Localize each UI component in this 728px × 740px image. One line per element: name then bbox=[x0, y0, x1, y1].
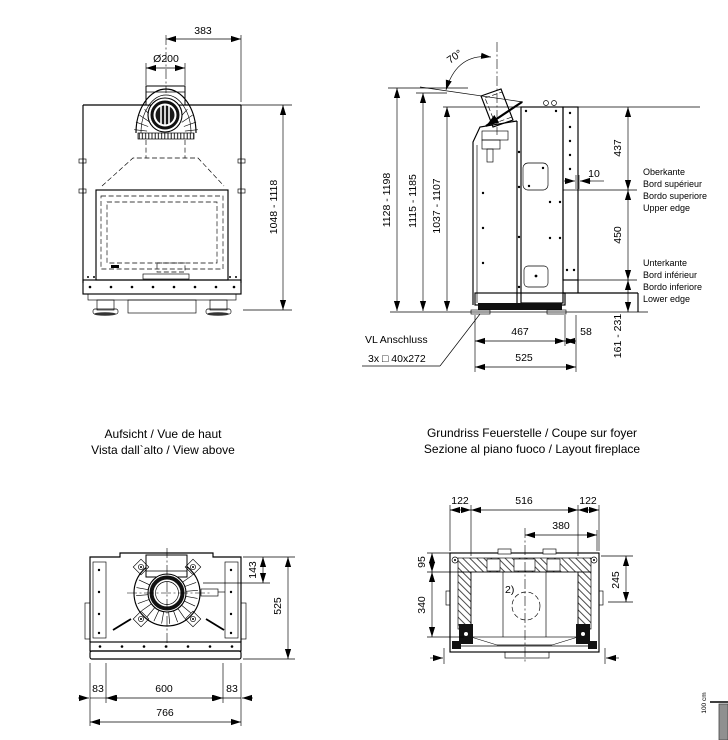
dim-flue-offset: 143 bbox=[247, 561, 259, 579]
dim-gap-10: 10 bbox=[588, 168, 600, 180]
captions bbox=[91, 426, 640, 457]
base-bolts bbox=[87, 276, 237, 288]
dim-front-95: 95 bbox=[416, 556, 428, 568]
top-view-caption-line2: Vista dall`alto / View above bbox=[91, 443, 235, 457]
upper-edge-en: Upper edge bbox=[643, 203, 691, 213]
lower-edge-en: Lower edge bbox=[643, 294, 691, 304]
top-view bbox=[78, 548, 295, 726]
scale-bar-rect bbox=[719, 704, 728, 740]
dim-height-max: 1128 - 1198 bbox=[381, 172, 393, 228]
dim-flue-diameter: Ø200 bbox=[153, 53, 179, 65]
side-bolts bbox=[482, 110, 575, 288]
vl-note-line2: 3x □ 40x272 bbox=[368, 353, 426, 365]
dim-total-width: 766 bbox=[156, 707, 174, 719]
layout-caption-line1: Grundriss Feuerstelle / Coupe sur foyer bbox=[426, 426, 638, 440]
dim-margin-left: 83 bbox=[92, 683, 104, 695]
dim-door-angle: 70° bbox=[444, 47, 465, 67]
upper-edge-fr: Bord supérieur bbox=[643, 179, 703, 189]
dim-layout-center: 516 bbox=[515, 495, 533, 507]
upper-edge-de: Oberkante bbox=[643, 167, 686, 177]
layout-note: 2) bbox=[505, 584, 515, 596]
lower-edge-label bbox=[643, 258, 702, 304]
dim-top-437: 437 bbox=[612, 139, 624, 157]
lower-edge-fr: Bord inférieur bbox=[643, 270, 698, 280]
dim-front-width: 383 bbox=[194, 25, 212, 37]
dim-layout-left: 122 bbox=[451, 495, 469, 507]
layout-view bbox=[416, 495, 633, 664]
scale-bar-label: 100 cm bbox=[701, 692, 708, 714]
top-view-caption-line1: Aufsicht / Vue de haut bbox=[104, 427, 222, 441]
upper-edge-it: Bordo superiore bbox=[643, 191, 708, 201]
dim-layout-right: 122 bbox=[579, 495, 597, 507]
dim-margin-right: 83 bbox=[226, 683, 238, 695]
dim-depth-467: 467 bbox=[511, 326, 529, 338]
vl-note-line1: VL Anschluss bbox=[365, 334, 428, 346]
dim-height-body: 1037 - 1107 bbox=[431, 178, 443, 234]
front-band-bolts bbox=[99, 645, 234, 648]
dim-top-depth: 525 bbox=[272, 597, 284, 615]
side-view bbox=[362, 42, 707, 372]
dim-opening-380: 380 bbox=[552, 520, 570, 532]
front-view bbox=[79, 25, 292, 316]
dim-depth-58: 58 bbox=[580, 326, 592, 338]
upper-edge-label bbox=[643, 167, 707, 213]
dim-flue-245: 245 bbox=[610, 571, 622, 589]
dim-depth-525: 525 bbox=[515, 352, 533, 364]
dim-front-height: 1048 - 1118 bbox=[268, 179, 280, 235]
layout-caption-line2: Sezione al piano fuoco / Layout fireplace bbox=[423, 442, 641, 456]
scale-bar bbox=[701, 692, 728, 740]
lower-edge-de: Unterkante bbox=[643, 258, 688, 268]
dim-lower-range: 161 - 231 bbox=[612, 313, 624, 359]
dim-chamber-340: 340 bbox=[416, 596, 428, 614]
lower-edge-it: Bordo inferiore bbox=[643, 282, 703, 292]
dim-height-open: 1115 - 1185 bbox=[407, 174, 419, 228]
dim-center-600: 600 bbox=[155, 683, 173, 695]
dim-window-450: 450 bbox=[612, 226, 624, 244]
